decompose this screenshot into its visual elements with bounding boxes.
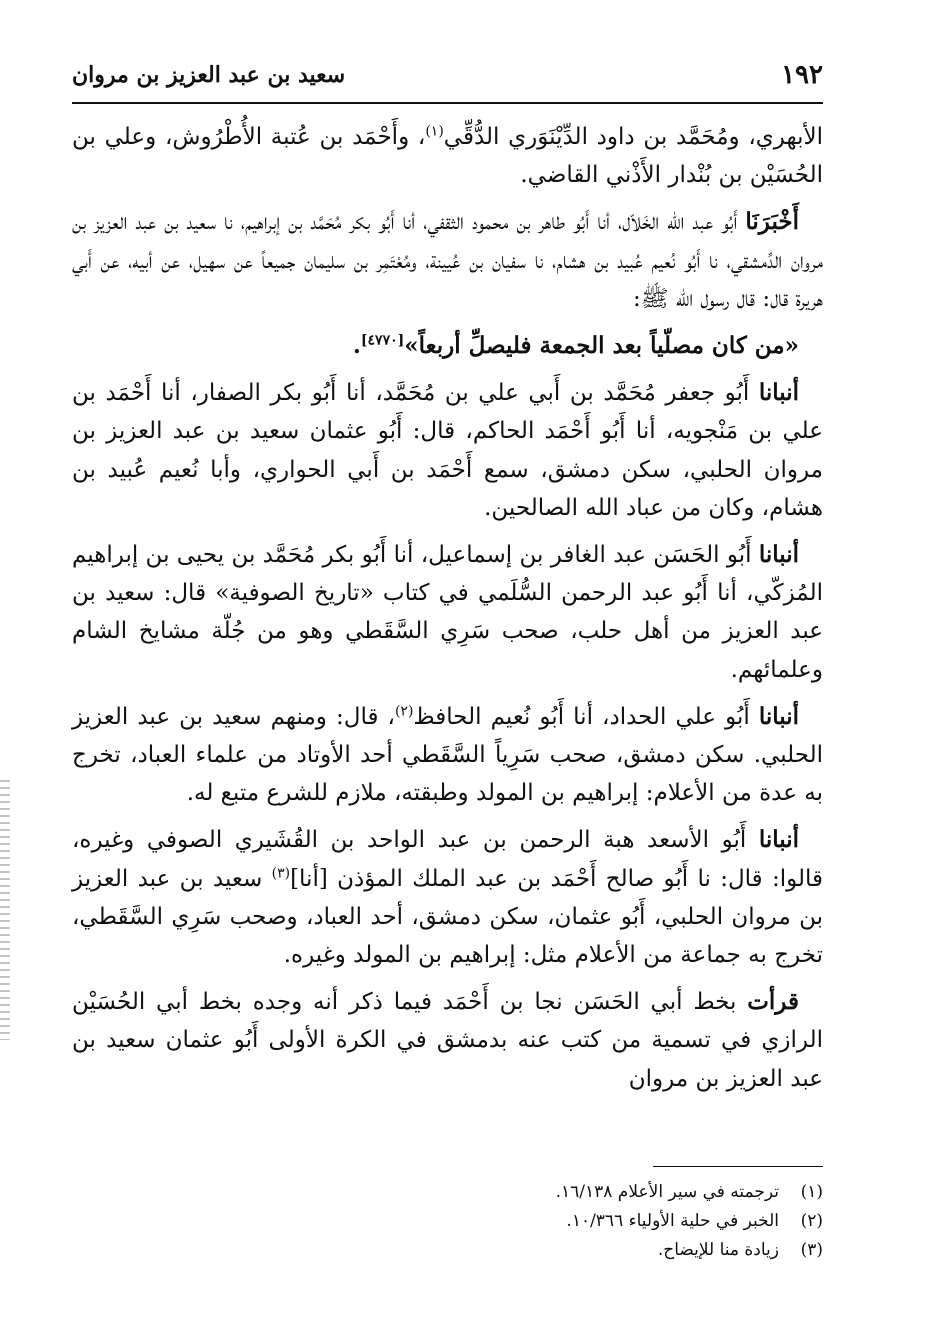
footnote-item xyxy=(72,1178,823,1207)
page-number: ١٩٢ xyxy=(781,60,823,90)
paragraph-text: الأبهري، ومُحَمَّد بن داود الدِّيْنَوَري الدُّقِّي xyxy=(443,124,824,150)
running-title: سعيد بن عبد العزيز بن مروان xyxy=(72,62,346,88)
hadith-quote xyxy=(72,327,823,365)
footnote-text: ترجمته في سير الأعلام ١٦/١٣٨. xyxy=(555,1182,779,1202)
hadith-text: «من كان مصلّياً بعد الجمعة فليصلِّ أربعاً» xyxy=(404,332,799,360)
transmission-term: أنبانا xyxy=(758,541,799,569)
footnote-text: زيادة منا للإيضاح. xyxy=(657,1240,779,1260)
paragraph-text: بخط أبي الحَسَن نجا بن أَحْمَد فيما ذكر أنه وجده بخط أبي الحُسَيْن الرازي في تسمية من كتب عنه بدمشق في الكرة الأولى أَبُو عثمان سعيد بن عبد العزيز بن مروان xyxy=(72,989,823,1092)
footnote-item xyxy=(72,1207,823,1236)
paragraph-3 xyxy=(72,374,823,527)
transmission-term: قرأت xyxy=(747,988,799,1016)
paragraph-7 xyxy=(72,983,823,1098)
footnote-number: (٢) xyxy=(800,1211,823,1231)
transmission-term: أنبانا xyxy=(758,826,799,854)
transmission-term: أنبانا xyxy=(758,702,799,730)
paragraph-text: أَبُو الحَسَن عبد الغافر بن إسماعيل، أنا أَبُو بكر مُحَمَّد بن يحيى بن إبراهيم المُزكّي، أنا أَبُو عبد الرحمن السُّلَمي في كتاب «تاريخ الصوفية» قال: سعيد بن عبد العزيز من أهل حلب، صحب سَرِي السَّقَطي وهو من جُلّة مشايخ الشام وعلمائهم. xyxy=(72,542,823,683)
page-header xyxy=(72,58,823,104)
paragraph-6 xyxy=(72,821,823,974)
paragraph-text: أَبُو الأسعد هبة الرحمن بن عبد الواحد بن القُشَيري الصوفي وغيره، قالوا: قال: نا أَبُو صالح أَحْمَد بن عبد الملك المؤذن [أنا] xyxy=(72,827,824,892)
paragraph-tail: ، قال: ومنهم سعيد بن عبد العزيز الحلبي. سكن دمشق، صحب سَرِياً السَّقَطي أحد الأوتاد من علماء العباد، تخرج به عدة من الأعلام: إبراهيم بن المولد وطبقته، ملازم للشرع متبع له. xyxy=(72,703,823,807)
paragraph-text: أَبُو علي الحداد، أنا أَبُو نُعيم الحافظ xyxy=(413,703,759,730)
paragraph-2 xyxy=(72,203,823,318)
hadith-number: [٤٧٧٠] xyxy=(360,332,405,349)
paragraph-tail: ، وأَحْمَد بن عُتبة الأُطْرُوش، وعلي بن الحُسَيْن بن بُنْدار الأَذْني القاضي. xyxy=(72,124,823,189)
footnote-marker: (٣) xyxy=(271,865,291,881)
footnotes xyxy=(72,1178,823,1265)
paragraph-text: أَبُو عبد الله الخَلاّل، أنا أَبُو طاهر بن محمود الثقفي، أنا أَبُو بكر مُحَمَّد بن إبراهيم، نا سعيد بن عبد العزيز بن مروان الدِّمشقي، نا أَبُو نُعيم عُبيد بن هشام، نا سفيان بن عُيينة، ومُعْتَمِر بن سليمان جميعاً عن سهيل، عن أبيه، عن أَبي هريرة قال: قال رسول الله ﷺ: xyxy=(72,209,823,312)
transmission-term: أَخْبَرَنَا xyxy=(745,208,799,236)
transmission-term: أنبانا xyxy=(758,379,799,407)
footnote-text: الخبر في حلية الأولياء ١٠/٣٦٦. xyxy=(566,1211,779,1231)
paragraph-4 xyxy=(72,536,823,689)
paragraph-tail: سعيد بن عبد العزيز بن مروان الحلبي، أَبُو عثمان، سكن دمشق، أحد العباد، وصحب سَرِي السَّقَطي، تخرج به جماعة من الأعلام مثل: إبراهيم بن المولد وغيره. xyxy=(72,865,823,969)
paragraph-1 xyxy=(72,118,823,194)
paragraph-5 xyxy=(72,698,823,813)
main-text xyxy=(72,118,823,1107)
footnote-number: (١) xyxy=(800,1182,823,1202)
paragraph-text: أَبُو جعفر مُحَمَّد بن أَبي علي بن مُحَمَّد، أنا أَبُو بكر الصفار، أنا أَحْمَد بن علي بن مَنْجويه، أنا أَبُو أَحْمَد الحاكم، قال: أَبُو عثمان سعيد بن عبد العزيز بن مروان الحلبي، سكن دمشق، سمع أَحْمَد بن أَبي الحواري، وأبا نُعيم عُبيد بن هشام، وكان من عباد الله الصالحين. xyxy=(72,380,823,521)
scan-edge-marks xyxy=(0,780,10,1040)
footnote-marker: (١) xyxy=(425,123,444,140)
footnote-divider xyxy=(653,1166,823,1167)
footnote-item xyxy=(72,1236,823,1265)
footnote-number: (٣) xyxy=(800,1240,823,1260)
paragraph-tail: . xyxy=(352,332,361,360)
footnote-marker: (٢) xyxy=(394,703,414,720)
